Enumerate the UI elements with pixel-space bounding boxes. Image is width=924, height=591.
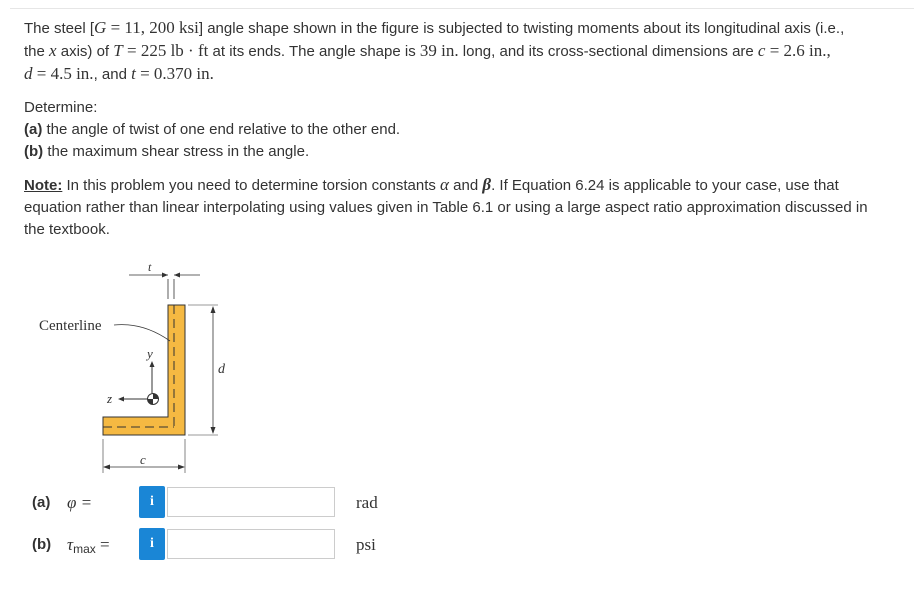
centerline-leader <box>114 325 170 341</box>
y-axis-arrowhead <box>150 361 155 367</box>
answer-b-label: (b) <box>32 536 52 553</box>
t-arrowhead-left <box>162 273 168 278</box>
c-dim-label: c <box>140 452 146 467</box>
d-arrowhead-bottom <box>211 427 216 434</box>
answer-a-unit: rad <box>356 493 378 512</box>
y-axis-label: y <box>147 346 153 361</box>
answer-b-info-button[interactable]: i <box>139 528 165 560</box>
angle-shape-figure <box>28 259 248 474</box>
problem-line-3: d = 4.5 in., and t = 0.370 in. <box>24 64 214 83</box>
note-line-3: the textbook. <box>24 221 110 238</box>
determine-heading: Determine: <box>24 99 98 116</box>
note-line-1: Note: In this problem you need to determine torsion constants α and β. If Equation 6.24 is applicable to your case, use that <box>24 175 839 194</box>
problem-line-2: the x axis) of T = 225 lb · ft at its ends. The angle shape is 39 in. long, and its cross-sectional dimensions are c = 2.6 in., <box>24 41 831 60</box>
z-axis-label: z <box>107 391 113 406</box>
t-dim-label: t <box>148 260 152 274</box>
answer-a-info-button[interactable]: i <box>139 486 165 518</box>
centroid-quadrant-3 <box>148 399 154 405</box>
d-arrowhead-top <box>211 306 216 313</box>
note-line-2: equation rather than linear interpolating using values given in Table 6.1 or using a large aspect ratio approximation discussed in <box>24 199 868 216</box>
centerline-label: Centerline <box>39 318 102 334</box>
answer-a-input[interactable] <box>167 487 335 517</box>
answer-b-input[interactable] <box>167 529 335 559</box>
problem-line-1: The steel [G = 11, 200 ksi] angle shape shown in the figure is subjected to twisting moments about its longitudinal axis (i.e., <box>24 18 845 37</box>
answer-a-symbol: φ = <box>67 493 93 512</box>
determine-item-a: (a) the angle of twist of one end relative to the other end. <box>24 121 401 138</box>
answer-b-unit: psi <box>356 535 376 554</box>
determine-section <box>24 97 904 163</box>
answer-a-label: (a) <box>32 494 51 511</box>
centroid-symbol <box>148 394 159 405</box>
centroid-quadrant-1 <box>153 394 159 400</box>
z-axis-arrowhead <box>118 397 124 402</box>
t-arrowhead-right <box>174 273 180 278</box>
note-section <box>24 174 909 241</box>
d-dim-label: d <box>218 362 225 377</box>
determine-item-b: (b) the maximum shear stress in the angle. <box>24 143 310 160</box>
c-arrowhead-right <box>178 465 185 470</box>
answer-b-symbol: $\tau_{max}$ = <box>67 535 110 556</box>
c-arrowhead-left <box>103 465 110 470</box>
question-card <box>10 8 914 591</box>
problem-statement <box>24 17 904 86</box>
